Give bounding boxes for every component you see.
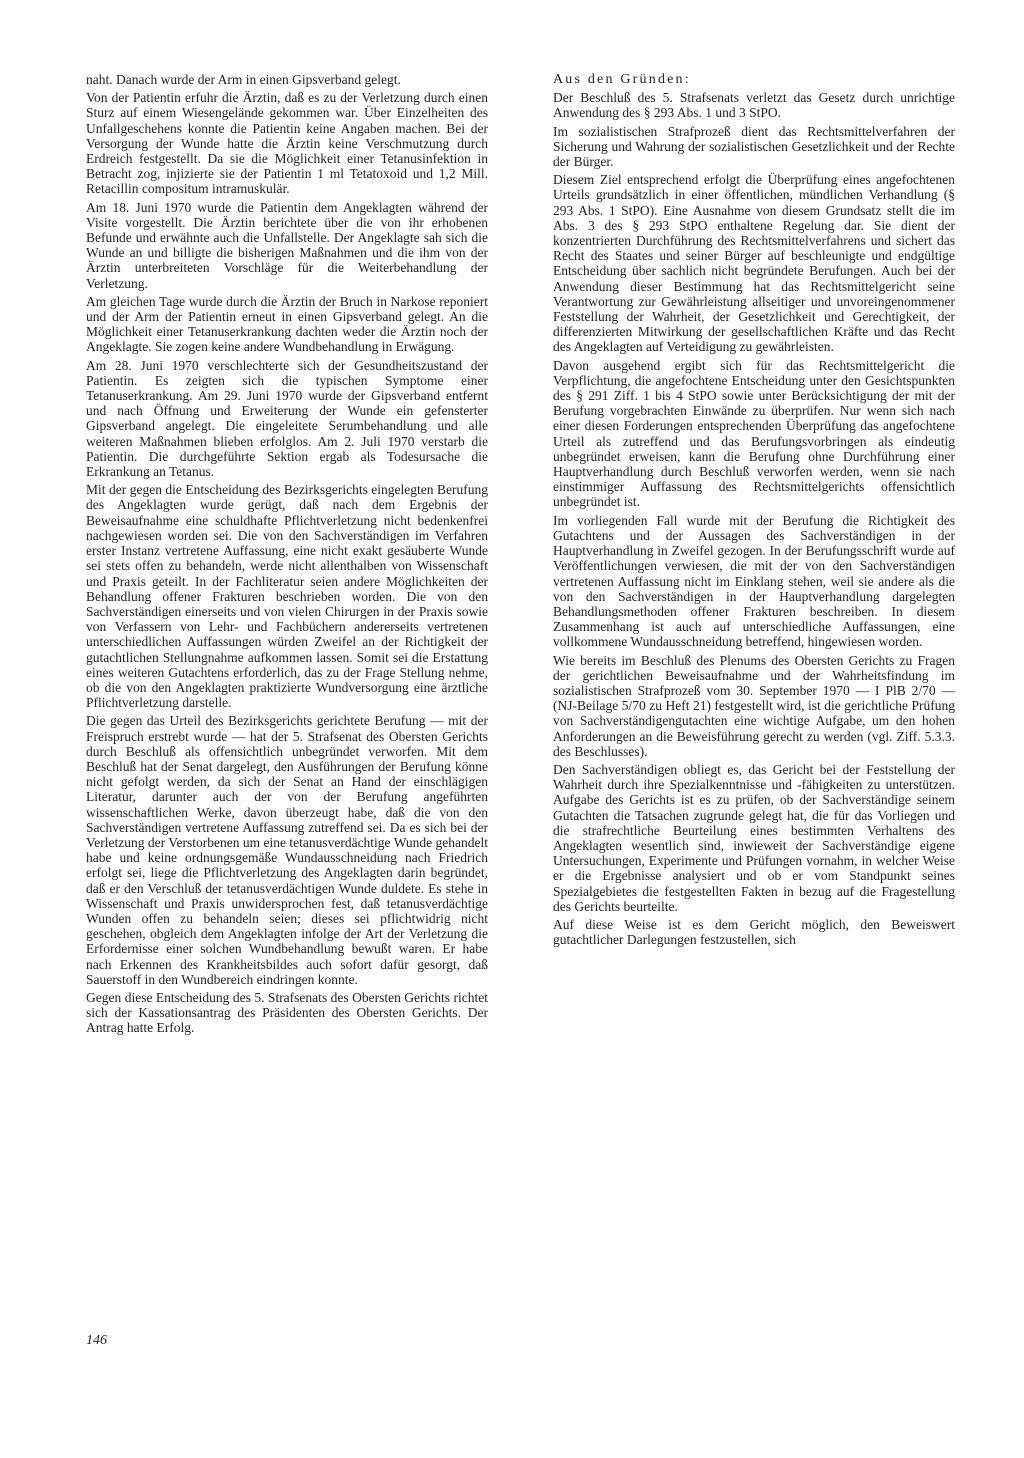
paragraph: Die gegen das Urteil des Bezirksgerichts gerichtete Berufung — mit der Freispruch erstrebt wurde — hat der 5. Strafsenat des Obersten Gerichts durch Beschluß als offensichtlich unbegründet verworfen. Mit dem Beschluß hat der Senat dargelegt, den Ausführungen der Berufung könne nicht gefolgt werden, da sich der Senat an Hand der einschlägigen Literatur, darunter auch der von der Berufung angeführten wissenschaftlichen Werke, davon überzeugt habe, daß die von den Sachverständigen vertretene Auffassung zutreffend sei. Da es sich bei der Verletzung der Verstorbenen um eine tetanusverdächtige Wunde gehandelt habe und keine ordnungsgemäße Wundausschneidung nach Friedrich erfolgt sei, liege die Pflichtverletzung des Angeklagten darin begründet, daß er den Verschluß der tetanusverdächtigen Wunde duldete. Es stehe in Wissenschaft und Praxis unwidersprochen fest, daß tetanusverdächtige Wunden offen zu behandeln seien; dieses sei pflichtwidrig nicht geschehen, obgleich dem Angeklagten infolge der Art der Verletzung die Erfordernisse einer solchen Wundbehandlung bewußt waren. Er habe nach Erkennen des Krankheitsbildes auch sofort dafür gesorgt, daß Sauerstoff in den Wundbereich eindringen konnte. (86, 713, 488, 987)
paragraph: Der Beschluß des 5. Strafsenats verletzt das Gesetz durch unrichtige Anwendung des § 293 Abs. 1 und 3 StPO. (553, 90, 955, 121)
paragraph: Auf diese Weise ist es dem Gericht möglich, den Beweiswert gutachtlicher Darlegungen festzustellen, sich (553, 916, 955, 948)
paragraph: Im sozialistischen Strafprozeß dient das Rechtsmittelverfahren der Sicherung und Wahrung der sozialistischen Gesetzlichkeit und der Rechte der Bürger. (553, 123, 955, 170)
paragraph: Den Sachverständigen obliegt es, das Gericht bei der Feststellung der Wahrheit durch ihre Spezialkenntnisse und -fähigkeiten zu unterstützen. Aufgabe des Gerichts ist es zu prüfen, ob der Sachverständige seinem Gutachten die Tatsachen zugrunde gelegt hat, die für das Vorliegen und die strafrechtliche Beurteilung eines bestimmten Verhaltens des Angeklagten wesentlich sind, inwieweit der Sachverständige eigene Untersuchungen, Experimente und Prüfungen vornahm, in welcher Weise er die Ergebnisse analysiert und ob er vom Standpunkt seines Spezialgebietes die festgestellten Fakten in bezug auf die Fragestellung des Gerichts beurteilte. (553, 761, 955, 914)
paragraph: Mit der gegen die Entscheidung des Bezirksgerichts eingelegten Berufung des Angeklagten wurde gerügt, daß nach dem Ergebnis der Beweisaufnahme eine schuldhafte Pflichtverletzung nicht bedenkenfrei nachgewiesen worden sei. Die von den Sachverständigen im Verfahren erster Instanz vertretene Auffassung, eine nicht exakt gesäuberte Wunde sei stets offen zu behandeln, werde nicht allenthalben von Wissenschaft und Praxis geteilt. In der Fachliteratur seien andere Möglichkeiten der Behandlung offener Frakturen beschrieben worden. Die von den Sachverständigen einerseits und von vielen Chirurgen in der Praxis sowie von Verfassern von Lehr- und Fachbüchern andererseits vertretenen unterschiedlichen Auffassungen würden Zweifel an der Richtigkeit der gutachtlichen Stellungnahme aufkommen lassen. Somit sei die Erstattung eines weiteren Gutachtens erforderlich, das zu der Frage Stellung nehme, ob die von den Angeklagten praktizierte Wundversorgung eine ärztliche Pflichtverletzung darstelle. (86, 482, 488, 711)
paragraph: Im vorliegenden Fall wurde mit der Berufung die Richtigkeit des Gutachtens und der Aussagen des Sachverständigen in der Hauptverhandlung in Zweifel gezogen. In der Berufungsschrift wurde auf Veröffentlichungen verwiesen, die mit der von den Sachverständigen vertretenen Auffassung nicht im Einklang stehen, weil sie andere als die von den Sachverständigen in der Hauptverhandlung dargelegten Behandlungsmethoden offener Frakturen beschreiben. In diesem Zusammenhang ist auch auf unterschiedliche Auffassungen, eine vollkommene Wundausschneidung betreffend, hingewiesen worden. (553, 512, 955, 650)
paragraph: Am 18. Juni 1970 wurde die Patientin dem Angeklagten während der Visite vorgestellt. Die Ärztin berichtete über die von ihr erhobenen Befunde und erwähnte auch die Unfallstelle. Der Angeklagte sah sich die Wunde an und billigte die bisherigen Maßnahmen und die ihm von der Ärztin unterbreiteten Vorschläge für die Weiterbehandlung der Verletzung. (86, 199, 488, 291)
section-heading: Aus den Gründen: (553, 72, 691, 87)
paragraph: Diesem Ziel entsprechend erfolgt die Überprüfung eines angefochtenen Urteils grundsätzlich in einer öffentlichen, mündlichen Verhandlung (§ 293 Abs. 1 StPO). Eine Ausnahme von diesem Grundsatz stellt die im Abs. 3 des § 293 StPO enthaltene Regelung dar. Sie dient der konzentrierten Durchführung des Rechtsmittelverfahrens und sichert das Recht des Staates und seiner Bürger auf beschleunigte und endgültige Entscheidung über sachlich nicht begründete Berufungen. Auch bei der Anwendung dieser Bestimmung hat das Rechtsmittelgericht seine Verantwortung zur Gewährleistung allseitiger und unvoreingenommener Feststellung der Wahrheit, der Gesetzlichkeit und Gerechtigkeit, der differenzierten Mitwirkung der gesellschaftlichen Kräfte und das Recht des Angeklagten auf Verteidigung zu gewährleisten. (553, 172, 955, 355)
paragraph: Am gleichen Tage wurde durch die Ärztin der Bruch in Narkose reponiert und der Arm der Patientin erneut in einen Gipsverband gelegt. An die Möglichkeit einer Tetanuserkrankung dachten weder die Ärztin noch der Angeklagte. Sie zogen keine andere Wundbehandlung in Erwägung. (86, 293, 488, 355)
paragraph: Am 28. Juni 1970 verschlechterte sich der Gesundheitszustand der Patientin. Es zeigten sich die typischen Symptome einer Tetanuserkrankung. Am 29. Juni 1970 wurde der Gipsverband entfernt und nach Öffnung und Erweiterung der Wunde ein gefensterter Gipsverband angelegt. Die eingeleitete Serumbehandlung und alle weiteren Maßnahmen blieben erfolglos. Am 2. Juli 1970 verstarb die Patientin. Die durchgeführte Sektion ergab als Todesursache die Erkrankung an Tetanus. (86, 357, 488, 480)
paragraph: naht. Danach wurde der Arm in einen Gipsverband gelegt. (86, 72, 401, 87)
paragraph: Von der Patientin erfuhr die Ärztin, daß es zu der Verletzung durch einen Sturz auf einem Wiesengelände gekommen war. Über Einzelheiten des Unfallgeschehens konnte die Patientin keine Angaben machen. Bei der Versorgung der Wunde hatte die Ärztin keine Verschmutzung durch Erdreich festgestellt. Da sie die Möglichkeit einer Tetanusinfektion in Betracht zog, injizierte sie der Patientin 1 ml Tetatoxoid und 1,2 Mill. Retacillin compositum intramuskulär. (86, 90, 488, 197)
paragraph: Davon ausgehend ergibt sich für das Rechtsmittelgericht die Verpflichtung, die angefochtene Entscheidung unter den Gesichtspunkten des § 291 Ziff. 1 bis 4 StPO sowie unter Berücksichtigung der mit der Berufung vorgebrachten Einwände zu überprüfen. Nur wenn sich nach einer diesen Forderungen entsprechenden Überprüfung das angefochtene Urteil als zutreffend und das Berufungsvorbringen als eindeutig unbegründet erweisen, kann die Berufung ohne Durchführung einer Hauptverhandlung durch Beschluß verworfen werden, wenn sie nach einstimmiger Auffassung des Rechtsmittelgerichts offensichtlich unbegründet ist. (553, 357, 955, 510)
right-column (553, 72, 955, 950)
paragraph: Wie bereits im Beschluß des Plenums des Obersten Gerichts zu Fragen der gerichtlichen Beweisaufnahme und der Wahrheitsfindung im sozialistischen Strafprozeß vom 30. September 1970 — I PlB 2/70 — (NJ-Beilage 5/70 zu Heft 21) festgestellt wird, ist die gerichtliche Prüfung von Sachverständigengutachten eine wichtige Aufgabe, um den hohen Anforderungen an die Beweisführung gerecht zu werden (vgl. Ziff. 5.3.3. des Beschlusses). (553, 652, 955, 759)
page-number: 146 (86, 1333, 107, 1348)
paragraph: Gegen diese Entscheidung des 5. Strafsenats des Obersten Gerichts richtet sich der Kassationsantrag des Präsidenten des Obersten Gerichts. Der Antrag hatte Erfolg. (86, 989, 488, 1036)
left-column (86, 72, 488, 1039)
